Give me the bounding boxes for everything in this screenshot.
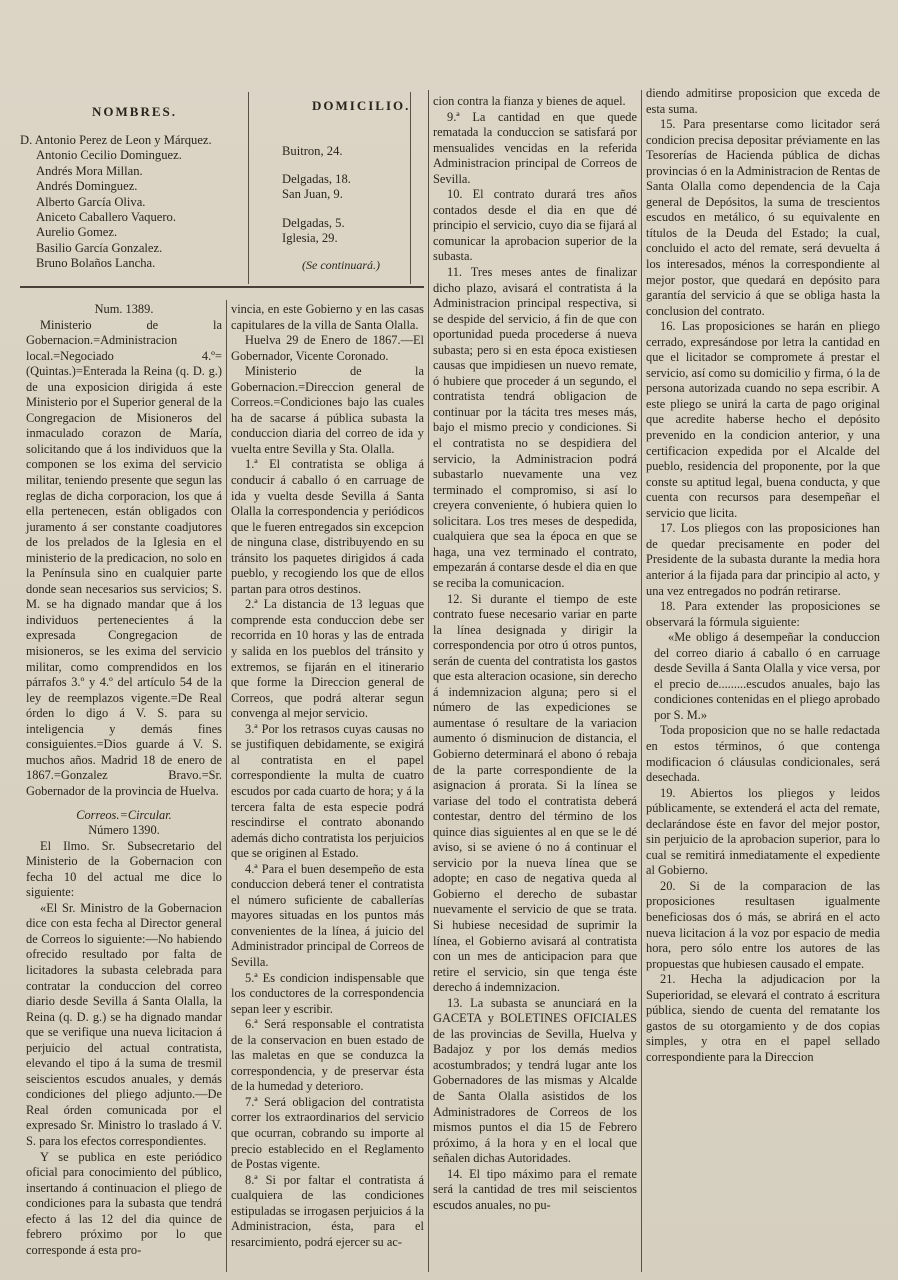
column-1 (26, 302, 222, 1258)
paragraph: 9.ª La cantidad en que quede rematada la conduccion se satisfará por mensualides vencidas en la referida Administracion principal de Correos de Sevilla. (433, 109, 637, 186)
paragraph: diendo admitirse proposicion que exceda de esta suma. (646, 86, 880, 116)
name-row: D. Antonio Perez de Leon y Márquez. (20, 133, 212, 147)
paragraph: 14. El tipo máximo para el remate será la cantidad de tres mil seiscientos escudos anuales, no pu- (433, 1166, 637, 1212)
column-2 (231, 302, 424, 1250)
name-row: Andrés Dominguez. (36, 179, 138, 194)
address-row: Delgadas, 5. (282, 216, 345, 230)
paragraph: «El Sr. Ministro de la Gobernacion dice con esta fecha al Director general de Correos lo siguiente:—No habiendo ofrecido resultado por falta de licitadores la subasta celebrada para contratar la conduccion del correo diario desde Sevilla á Santa Olalla, la Reina (q. D. g.) se ha dignado mandar que se verifique una nueva licitacion á perjuicio del actual contratista, elevando el tipo á la suma de tresmil seiscientos escudos anuales, y demás condiciones del pliego adjunto.—De Real órden comunicada por el expresado Sr. Ministro lo traslado á V. S. para los efectos correspondientes. (26, 900, 222, 1148)
column-divider (226, 300, 227, 1272)
continuara-note: (Se continuará.) (302, 258, 380, 272)
names-list (20, 133, 248, 272)
paragraph: 19. Abiertos los pliegos y leidos públicamente, se extenderá el acta del remate, declarándose éste en favor del mejor postor, sin perjuicio de la aprobacion superior, para lo cual se remitirá inmediatamente el expediente al Gobierno. (646, 785, 880, 878)
name-row: Aniceto Caballero Vaquero. (36, 210, 177, 225)
paragraph: cion contra la fianza y bienes de aquel. (433, 94, 626, 108)
formula-text: «Me obligo á desempeñar la conduccion del correo diario á caballo ó en carruage desde Sevilla á Santa Olalla y vice versa, por el precio de.........escudos anuales, bajo las condiciones contenidas en el pliego aprobado por S. M.» (654, 630, 880, 722)
paragraph: 8.ª Si por faltar el contratista á cualquiera de las condiciones estipuladas se irrogasen perjuicios á la Administracion, ésta, para el resarcimiento, podrá ejercer su ac- (231, 1172, 424, 1249)
paragraph: 15. Para presentarse como licitador será condicion precisa depositar préviamente en las Tesorerías de Hacienda pública de dichas provincias ó en la Administracion de Rentas de Santa Olalla como dependencia de la Caja general de Depósitos, la suma de trescientos escudos en metálico, ó su equivalente en títulos de la Deuda del Estado; la cual, concluido el acto del remate, será devuelta á los interesados, ménos la correspondiente al mejor postor, que quedará en depósito para garantía del servicio á que se obliga hasta la conclusion del contrato. (646, 117, 880, 318)
paragraph: 5.ª Es condicion indispensable que los conductores de la correspondencia sepan leer y escribir. (231, 970, 424, 1016)
paragraph: 16. Las proposiciones se harán en pliego cerrado, expresándose por letra la cantidad en que el licitador se compromete á prestar el servicio, así como su domicilio y firma, ó la de persona autorizada cuando no sepa escribir. A este pliego se unirá la carta de pago original que acredite haberse hecho el depósito prevenido en la condicion anterior, y una certificacion expedida por el Alcalde del pueblo, residencia del proponente, por la que conste su aptitud legal, buena conducta, y que cuenta con recursos para desempeñar el servicio que licita. (646, 319, 880, 520)
paragraph: 21. Hecha la adjudicacion por la Superioridad, se elevará el contrato á escritura pública, siendo de cuenta del rematante los gastos de su otorgamiento y de dos copias simples, y otra en el papel sellado correspondiente para la Direccion (646, 972, 880, 1064)
paragraph: Toda proposicion que no se halle redactada en estos términos, ó que contenga modificacion ó cláusulas condicionales, será desechada. (646, 723, 880, 785)
paragraph: vincia, en este Gobierno y en las casas capitulares de la villa de Santa Olalla. (231, 302, 424, 332)
paragraph: Ministerio de la Gobernacion.=Administracion local.=Negociado 4.º=(Quintas.)=Enterada la Reina (q. D. g.) de una exposicion dirigida á este Ministerio por el Superior general de la Congregacion de Misioneros del inmaculado corazon de María, solicitando que á los individuos que la componen se los exima del servicio militar, teniendo presente que segun las reglas de dicha corporacion, los que á ella pertenecen, están obligados con juramento á ser constante coadjutores de los prelados de la Iglesia en el ministerio de la predicacion, no solo en la Península sino en cualquier parte donde sean necesarios sus servicios; S. M. se ha dignado mandar que á los individuos pertenecientes á la expresada Congregacion de misioneros, se les exima del servicio militar, como comprendidos en los párrafos 3.º y 4.º del artículo 54 de la ley de reemplazos vigente.=De Real órden lo digo á V. S. para su inteligencia y demás fines consiguientes.=Dios guarde á V. S. muchos años. Madrid 18 de enero de 1867.=Gonzalez Bravo.=Sr. Gobernador de la provincia de Huelva. (26, 317, 222, 798)
num-1390-heading: Número 1390. (88, 823, 160, 838)
paragraph: 2.ª La distancia de 13 leguas que comprende esta conduccion debe ser recorrida en 10 horas y las de entrada y salida en los pueblos del tránsito y extremos, se fijarán en el itinerario que forme la Direccion general de Correos, que podrá alterar segun convenga al mejor servicio. (231, 597, 424, 721)
header-names: NOMBRES. (92, 104, 177, 119)
name-row: Antonio Cecilio Dominguez. (36, 148, 182, 163)
paragraph: 7.ª Será obligacion del contratista correr los extraordinarios del servicio que ocurran, cobrando su importe al precio establecido en el Reglamento de Postas vigente. (231, 1094, 424, 1172)
header-domicilio: DOMICILIO. (312, 98, 411, 113)
paragraph: 17. Los pliegos con las proposiciones han de quedar precisamente en poder del Presidente de la subasta durante la media hora anterior á la fijada para dar principio al acto, y una vez entregados no podrán retirarse. (646, 521, 880, 598)
name-row: Andrés Mora Millan. (36, 163, 143, 178)
address-row: Delgadas, 18. (282, 172, 351, 186)
paragraph: 6.ª Será responsable el contratista de la conservacion en buen estado de las maletas en que se conduzca la correspondencia, y de preservar ésta de la humedad y deterioro. (231, 1017, 424, 1094)
paragraph: 3.ª Por los retrasos cuyas causas no se justifiquen debidamente, se exigirá al contratista en el papel correspondiente la multa de cuatro escudos por cada cuarto de hora; y á la tercera falta de esta especie podrá rescindirse el contrato abonando además dicho contratista los perjuicios que se originen al Estado. (231, 721, 424, 861)
section-rule (20, 286, 424, 288)
paragraph: Huelva 29 de Enero de 1867.—El Gobernador, Vicente Coronado. (231, 333, 424, 363)
column-4 (646, 86, 880, 1065)
paragraph: 18. Para extender las proposiciones se observará la fórmula siguiente: (646, 599, 880, 629)
name-row: Basilio García Gonzalez. (36, 240, 163, 255)
paragraph: 12. Si durante el tiempo de este contrato fuese necesario variar en parte la línea designada y dirigir la correspondencia por otro ú otros puntos, serán de cuenta del contratista los gastos que esta alteracion ocasione, sin derecho á indemnizacion alguna; pero si el número de las expediciones se aumentase ó resultare de la variacion aumento ó disminucion de distancia, el Gobierno determinará el abono ó rebaja de la parte correspondiente de la asignacion á prorata. Si la línea se variase del todo el contratista deberá contestar, dentro del término de los quince dias siguientes al en que se le dé aviso, si se aviene ó no á continuar el servicio por la nueva línea que se adopte; en caso de negativa queda al Gobierno el derecho de subastar nuevamente el servicio de que se trata. Si hubiese necesidad de suprimir la línea, el Gobierno avisará al contratista con un mes de anticipacion para que retire el servicio, sin que tenga éste derecho á indemnizacion. (433, 591, 637, 995)
paragraph: El Ilmo. Sr. Subsecretario del Ministerio de la Gobernacion con fecha 10 del actual me dice lo siguiente: (26, 838, 222, 900)
column-divider (641, 90, 642, 1272)
correos-circular-heading: Correos.=Circular. (76, 807, 172, 822)
name-row: Bruno Bolaños Lancha. (36, 256, 156, 271)
paragraph: 10. El contrato durará tres años contados desde el dia en que dé principio el servicio, cuyo dia se fijará al comunicar la aprobacion superior de la subasta. (433, 187, 637, 264)
column-divider (428, 90, 429, 1272)
paragraph: 11. Tres meses antes de finalizar dicho plazo, avisará el contratista á la Administracion principal respectiva, si se despide del servicio, á fin de que con oportunidad pueda procederse á nueva subasta; pero si en esta época existiesen causas que impidiesen un nuevo remate, ó hubiere que proceder á un segundo, el contratista tendrá obligacion de continuar por la tácita tres meses más, bajo el mismo precio y condiciones. Si el contratista no se despidiera del servicio, la Administracion podrá subastarlo nuevamente una vez terminado el compromiso, si así lo creyera conveniente, ó hubiera quien lo solicitara. Los tres meses de despedida, cualquiera que sea la época en que se haga, una vez terminado el contrato, empezarán á contarse desde el dia en que se reciba la comunicacion. (433, 265, 637, 590)
paragraph: 4.ª Para el buen desempeño de esta conduccion deberá tener el contratista el número suficiente de caballerías mayores situadas en los puntos más convenientes de la línea, á juicio del Administrador principal de Correos de Sevilla. (231, 861, 424, 969)
table-divider (248, 92, 249, 284)
paragraph: Ministerio de la Gobernacion.=Direccion general de Correos.=Condiciones bajo las cuales ha de sacarse á pública subasta la conduccion diaria del correo de ida y vuelta entre Sevilla y Sta. Olalla. (231, 364, 424, 456)
num-1389-heading: Num. 1389. (94, 302, 154, 316)
paragraph: 1.ª El contratista se obliga á conducir á caballo ó en carruage de ida y vuelta desde Sevilla á Santa Olalla la correspondencia y periódicos que le fueren entregados sin excepcion de ninguna clase, distribuyendo en su tránsito los paquetes dirigidos á cada pueblo, y recogiendo los que de ellos partan para otros destinos. (231, 457, 424, 596)
paragraph: Y se publica en este periódico oficial para conocimiento del público, insertando á continuacion el pliego de condiciones para la subasta que tendrá efecto á las 12 del dia quince de febrero próximo por lo que corresponde á esta pro- (26, 1149, 222, 1257)
address-row: Iglesia, 29. (282, 231, 338, 245)
column-3 (433, 94, 637, 1213)
paragraph: 13. La subasta se anunciará en la GACETA y BOLETINES OFICIALES de las provincias de Sevilla, Huelva y Badajoz y por los demás medios acostumbrados; y tendrá lugar ante los Gobernadores de las mismas y Alcalde de Santa Olalla asistidos de los Administradores de Correos de los mismos puntos el dia 15 de Febrero próximo, á la hora y en el local que señalen dichas Autoridades. (433, 995, 637, 1166)
address-row: Buitron, 24. (282, 144, 343, 158)
table-divider (410, 92, 411, 284)
address-row: San Juan, 9. (282, 187, 343, 201)
paragraph: 20. Si de la comparacion de las proposiciones resultasen igualmente beneficiosas dos ó más, se abrirá en el acto nueva licitacion á la voz por espacio de media hora, pero sólo entre los autores de las propuestas que hubiesen causado el empate. (646, 878, 880, 971)
name-row: Alberto García Oliva. (36, 194, 146, 209)
name-row: Aurelio Gomez. (36, 225, 118, 240)
